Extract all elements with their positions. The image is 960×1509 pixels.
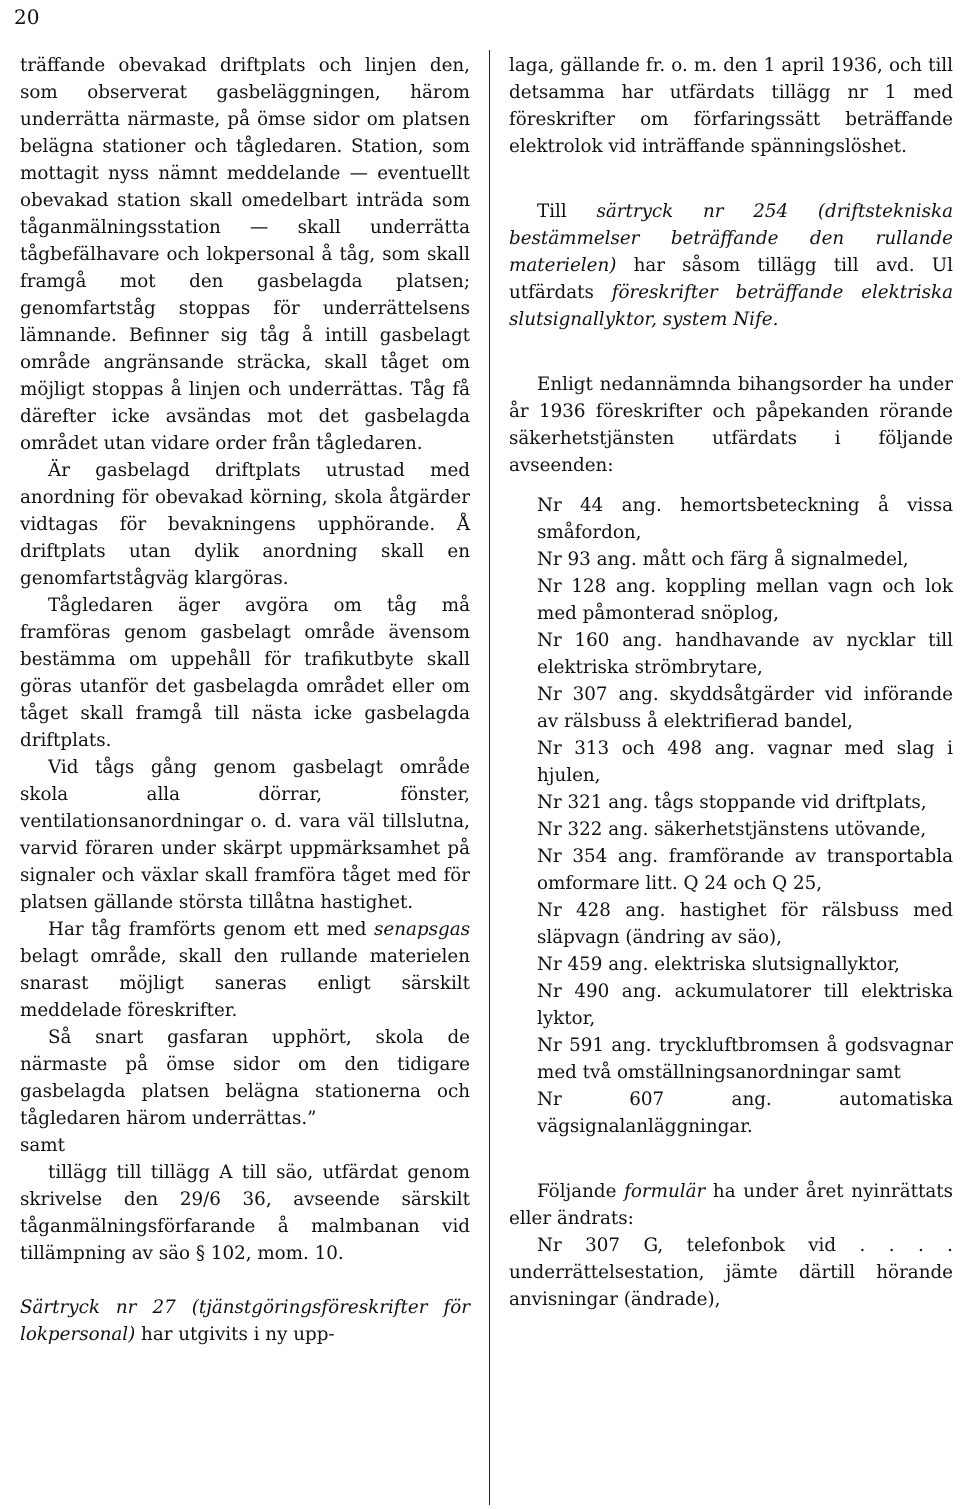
list-item: Nr 490 ang. ackumulatorer till elektriska lyktor, — [537, 981, 953, 1029]
list-item: Nr 459 ang. elektriska slutsignallyktor, — [537, 954, 900, 975]
paragraph: träffande obevakad driftplats och linjen den, som observerat gasbeläggningen, härom underrätta närmaste, på ömse sidor om platsen belägna stationer och tågledaren. Station, som mottagit nyss nämnt meddelande — eventuellt obevakad station skall omedelbart inträda som tåganmälningsstation — skall underrätta tågbefälhavare och lokpersonal å tåg, som skall framgå mot den gasbelagda platsen; genomfartståg stoppas för underrättelsens lämnande. Befinner sig tåg å intill gasbelagt område angränsande sträcka, skall tåget om möjligt stoppas å linjen och underrättas. Tåg få därefter icke avsändas mot det gasbelagda området utan vidare order från tågledaren. — [20, 55, 470, 454]
list-item: Nr 128 ang. koppling mellan vagn och lok med påmonterad snöplog, — [537, 576, 953, 624]
paragraph: tillägg till tillägg A till säo, utfärdat genom skrivelse den 29/6 36, avseende särskilt tåganmälningsförfarande å malmbanan vid tillämpning av säo § 102, mom. 10. — [20, 1162, 470, 1264]
paragraph: Så snart gasfaran upphört, skola de närmaste på ömse sidor om den tidigare gasbelagda platsen belägna stationerna och tågledaren härom underrättas.” — [20, 1027, 470, 1129]
list-item: Nr 321 ang. tågs stoppande vid driftplats, — [537, 792, 927, 813]
list-item: Nr 607 ang. automatiska vägsignalanläggningar. — [537, 1089, 953, 1137]
right-column — [509, 52, 953, 1313]
italic-text: föreskrifter beträffande elektriska slutsignallyktor, system Nife. — [509, 282, 953, 330]
text-run: belagt område, skall den rullande materielen snarast möjligt saneras enligt särskilt meddelade föreskrifter. — [20, 946, 470, 1021]
paragraph: samt — [20, 1135, 65, 1156]
list-item: Nr 354 ang. framförande av transportabla omformare litt. Q 24 och Q 25, — [537, 846, 953, 894]
bihangsorder-list — [509, 492, 953, 1140]
italic-text: formulär — [624, 1181, 706, 1202]
paragraph: laga, gällande fr. o. m. den 1 april 1936, och till detsamma har utfärdats tillägg nr 1 med föreskrifter om förfaringssätt beträffande elektrolok vid inträffande spänningslöshet. — [509, 55, 953, 157]
italic-text: Särtryck nr 27 (tjänstgöringsföreskrifter för lokpersonal) — [20, 1297, 470, 1345]
text-run: ha under året nyinrättats eller ändrats: — [509, 1181, 953, 1229]
text-run: Följande — [537, 1181, 625, 1202]
paragraph: Nr 307 G, telefonbok vid . . . . underrättelsestation, jämte därtill hörande anvisningar (ändrade), — [509, 1235, 953, 1310]
italic-text: särtryck nr 254 (driftstekniska bestämmelser beträffande den rullande materielen) — [509, 201, 953, 276]
list-item: Nr 591 ang. tryckluftbromsen å godsvagnar med två omställningsanordningar samt — [537, 1035, 953, 1083]
italic-text: senapsgas — [374, 919, 470, 940]
paragraph: Är gasbelagd driftplats utrustad med anordning för obevakad körning, skola åtgärder vidtagas för bevakningens upphörande. Å driftplats utan dylik anordning skall en genomfartstågväg klargöras. — [20, 460, 470, 589]
paragraph: Tågledaren äger avgöra om tåg må framföras genom gasbelagt område ävensom bestämma om uppehåll för trafikutbyte skall göras utanför det gasbelagda området eller om tåget skall framgå till nästa icke gasbelagda driftplats. — [20, 595, 470, 751]
paragraph: Vid tågs gång genom gasbelagt område skola alla dörrar, fönster, ventilationsanordningar o. d. vara väl tillslutna, varvid föraren under skärpt uppmärksamhet på signaler och växlar skall framföra tåget med för platsen gällande största tillåtna hastighet. — [20, 757, 470, 913]
list-item: Nr 428 ang. hastighet för rälsbuss med släpvagn (ändring av säo), — [537, 900, 953, 948]
list-item: Nr 322 ang. säkerhetstjänstens utövande, — [537, 819, 927, 840]
list-item: Nr 307 ang. skyddsåtgärder vid införande av rälsbuss å elektrifierad bandel, — [537, 684, 953, 732]
paragraph — [509, 1178, 953, 1232]
list-item: Nr 160 ang. handhavande av nycklar till elektriska strömbrytare, — [537, 630, 953, 678]
text-run: Till — [537, 201, 597, 222]
paragraph: Enligt nedannämnda bihangsorder ha under år 1936 föreskrifter och påpekanden rörande säkerhetstjänsten utfärdats i följande avseenden: — [509, 374, 953, 476]
paragraph — [20, 916, 470, 1024]
column-divider — [489, 50, 490, 1505]
paragraph — [509, 198, 953, 333]
text-run: har utgivits i ny upp- — [135, 1324, 335, 1345]
list-item: Nr 44 ang. hemortsbeteckning å vissa småfordon, — [537, 495, 953, 543]
text-run: Har tåg framförts genom ett med — [48, 919, 375, 940]
paragraph — [20, 1294, 470, 1348]
list-item: Nr 93 ang. mått och färg å signalmedel, — [537, 549, 909, 570]
left-column — [20, 52, 470, 1348]
page-number: 20 — [14, 5, 40, 29]
text-run: har såsom tillägg till avd. Ul utfärdats — [509, 255, 953, 303]
list-item: Nr 313 och 498 ang. vagnar med slag i hjulen, — [537, 738, 953, 786]
